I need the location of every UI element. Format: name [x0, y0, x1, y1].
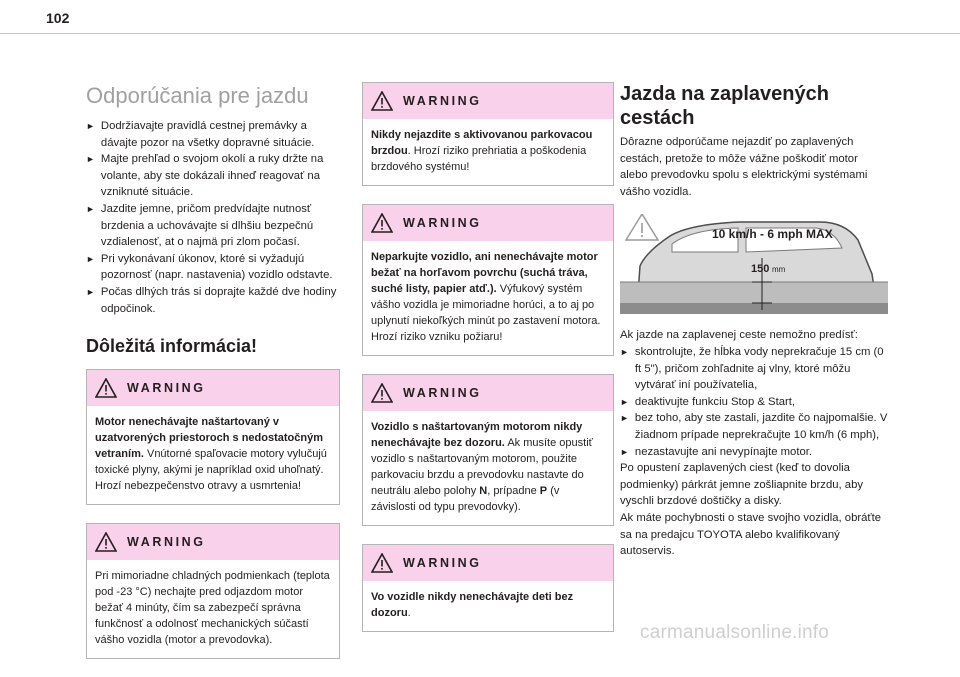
list-item: ► Pri vykonávaní úkonov, ktoré si vyžadujú pozornosť (napr. nastavenia) vozidlo odstavte. [86, 251, 340, 284]
driving-tips-list [86, 118, 340, 317]
water-depth-unit: mm [772, 265, 786, 275]
list-item: ► bez toho, aby ste zastali, jazdite čo najpomalšie. V žiadnom prípade neprekračujte 10 km/h (6 mph), [620, 410, 888, 443]
warning-box [86, 369, 340, 505]
watermark: carmanualsonline.info [640, 622, 830, 643]
bullet-arrow-icon: ► [620, 346, 629, 357]
warning-box [362, 82, 614, 186]
warning-box [362, 374, 614, 526]
column-warnings [362, 82, 614, 650]
warning-header [363, 545, 613, 581]
warning-header [363, 205, 613, 241]
bullet-arrow-icon: ► [620, 396, 629, 407]
warning-triangle-icon [371, 91, 393, 111]
list-item: ► skontrolujte, že hĺbka vody neprekračuje 15 cm (0 ft 5"), pričom zohľadnite aj vlny, ktoré môžu vytvárať iní používatelia, [620, 344, 888, 394]
header-divider [0, 33, 960, 34]
warning-box [362, 544, 614, 632]
warning-text: Vozidlo s naštartovaným motorom nikdy nenechávajte bez dozoru. Ak musíte opustiť vozidlo s naštartovaným motorom, použite parkovaciu brzdu a prevodovku nastavte do neutrálu alebo polohy N, prípadne P (v závislosti od typu prevodovky). [371, 421, 593, 513]
warning-label: WARNING [127, 535, 206, 550]
section-title-important: Dôležitá informácia! [86, 336, 258, 357]
speed-limit-label: 10 km/h - 6 mph MAX [712, 227, 833, 242]
bullet-arrow-icon: ► [86, 121, 95, 131]
list-item: ► nezastavujte ani nevypínajte motor. [620, 444, 888, 461]
warning-box [86, 523, 340, 659]
bullet-arrow-icon: ► [620, 413, 629, 424]
warning-header [363, 83, 613, 119]
list-item: ► Jazdite jemne, pričom predvídajte nutnosť brzdenia a uchovávajte si dlhšiu bezpečnú vzdialenosť, at o najmä pri zlom počasí. [86, 201, 340, 251]
section-title-flooded: Jazda na zaplavených cestách [620, 83, 829, 129]
warning-text: Neparkujte vozidlo, ani nenechávajte motor bežať na horľavom povrchu (suchá tráva, suché listy, papier atď.). Výfukový systém vášho vozidla je mimoriadne horúci, a to aj po uplynutí niekoľkých minút po zastavení motora. Hrozí riziko vzniku požiaru! [371, 251, 601, 343]
warning-triangle-icon [95, 378, 117, 398]
warning-triangle-icon [371, 553, 393, 573]
page-number: 102 [46, 10, 70, 26]
warning-triangle-icon [371, 213, 393, 233]
list-item: ► Dodržiavajte pravidlá cestnej premávky a dávajte pozor na všetky dopravné situácie. [86, 118, 340, 151]
flooded-intro: Dôrazne odporúčame nejazdiť po zaplavených cestách, pretože to môže vážne poškodiť motor alebo prevodovku spolu s elektrickými systémami vášho vozidla. [620, 136, 868, 198]
bullet-arrow-icon: ► [86, 203, 95, 214]
column-driving-recommendations [86, 82, 340, 677]
bullet-arrow-icon: ► [620, 446, 629, 457]
warning-label: WARNING [403, 216, 482, 230]
flooded-after-service: Ak máte pochybnosti o stave svojho vozidla, obráťte sa na predajcu TOYOTA alebo kvalifikovaný autoservis. [620, 511, 882, 558]
warning-text: Motor nenechávajte naštartovaný v uzatvorených priestoroch s nedostatočným vetraním. Vnútorné spaľovacie motory vylučujú toxické plyny, akými je napríklad oxid uhoľnatý. Hrozí nebezpečenstvo otravy a usmrtenia! [95, 416, 327, 493]
column-flooded-roads [620, 82, 888, 560]
warning-label: WARNING [403, 556, 482, 570]
water-depth-value: 150 [751, 263, 770, 276]
flooded-road-illustration [620, 214, 888, 314]
warning-header [87, 370, 339, 406]
section-title-driving: Odporúčania pre jazdu [86, 83, 309, 108]
warning-label: WARNING [127, 381, 206, 396]
warning-text: Nikdy nejazdite s aktivovanou parkovacou brzdou. Hrozí riziko prehriatia a poškodenia brzdového systému! [371, 129, 593, 173]
warning-text: Vo vozidle nikdy nenechávajte deti bez dozoru. [371, 591, 574, 619]
flooded-after-brakes: Po opustení zaplavených ciest (keď to dovolia podmienky) párkrát jemne zošliapnite brzdu, aby vyschli brzdové doštičky a disky. [620, 462, 864, 508]
warning-triangle-icon [95, 532, 117, 552]
list-item: ► Majte prehľad o svojom okolí a ruky držte na volante, aby ste dokázali ihneď reagovať na vzniknuté situácie. [86, 151, 340, 201]
warning-header [87, 524, 339, 560]
list-item: ► Počas dlhých trás si doprajte každé dve hodiny odpočinok. [86, 284, 340, 317]
warning-label: WARNING [403, 94, 482, 108]
list-item: ► deaktivujte funkciu Stop & Start, [620, 394, 888, 411]
warning-label: WARNING [403, 386, 482, 400]
warning-triangle-icon [371, 383, 393, 403]
water-level [620, 282, 888, 303]
bullet-arrow-icon: ► [86, 154, 95, 165]
bullet-arrow-icon: ► [86, 253, 95, 264]
warning-box [362, 204, 614, 356]
warning-header [363, 375, 613, 411]
bullet-arrow-icon: ► [86, 286, 95, 297]
warning-text: Pri mimoriadne chladných podmienkach (teplota pod -23 °C) nechajte pred odjazdom motor bežať 4 minúty, čím sa zabezpečí správna funkčnosť a odolnosť mechanických súčastí vášho vozidla (motor a prevodovka). [95, 570, 330, 647]
flooded-lead: Ak jazde na zaplavenej ceste nemožno predísť: [620, 329, 858, 342]
road-surface [620, 303, 888, 314]
